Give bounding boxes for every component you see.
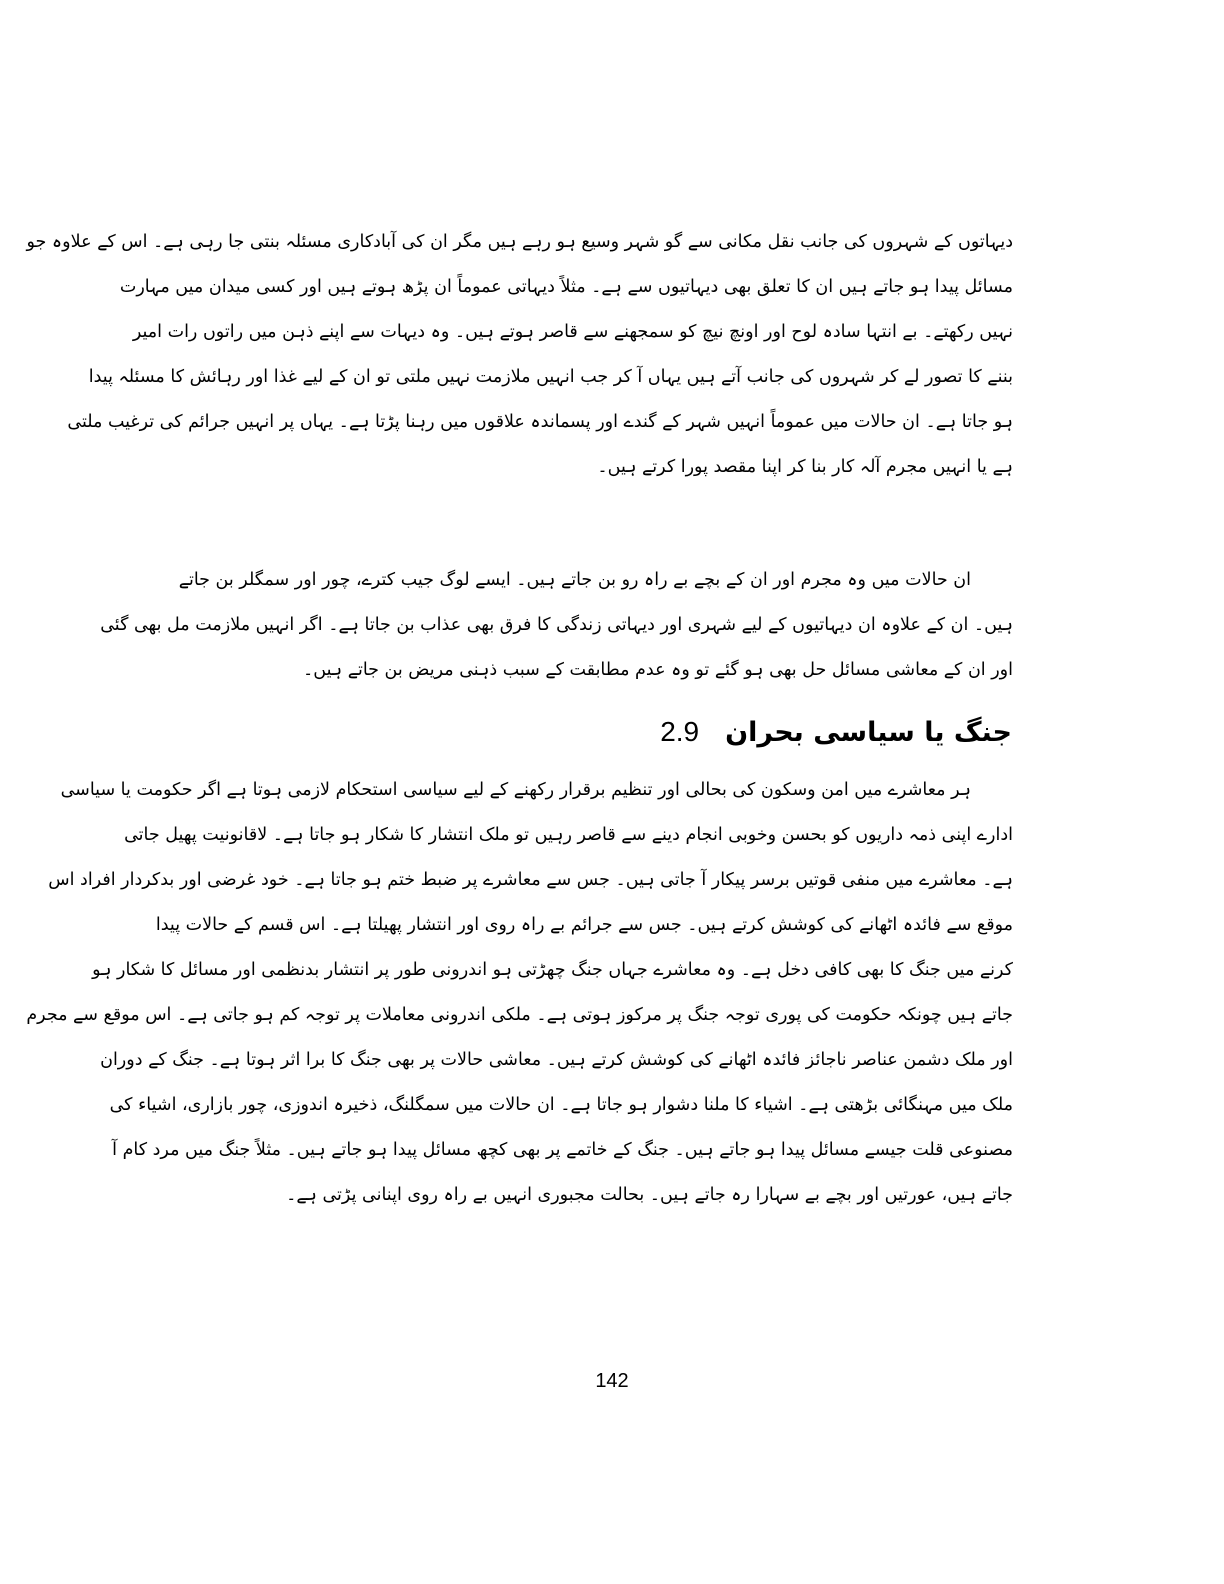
text-line: نہیں رکھتے۔ بے انتہا سادہ لوح اور اونچ نیچ کو سمجھنے سے قاصر ہوتے ہیں۔ وہ دیہات سے اپنے ذہن میں راتوں رات امیر (132, 322, 1013, 342)
text-line: کرنے میں جنگ کا بھی کافی دخل ہے۔ وہ معاشرے جہاں جنگ چھڑتی ہو اندرونی طور پر انتشار بدنظمی اور مسائل کا شکار ہو (92, 960, 1013, 980)
text-line: جاتے ہیں، عورتیں اور بچے بے سہارا رہ جاتے ہیں۔ بحالت مجبوری انہیں بے راہ روی اپنانی پڑتی ہے۔ (286, 1185, 1013, 1205)
text-line: دیہاتوں کے شہروں کی جانب نقل مکانی سے گو شہر وسیع ہو رہے ہیں مگر ان کی آبادکاری مسئلہ بنتی جا رہی ہے۔ اس کے علاوہ جو (26, 232, 1013, 252)
text-line: مصنوعی قلت جیسے مسائل پیدا ہو جاتے ہیں۔ جنگ کے خاتمے پر بھی کچھ مسائل پیدا ہو جاتے ہیں۔ مثلاً جنگ میں مرد کام آ (112, 1140, 1013, 1160)
text-line: ملک میں مہنگائی بڑھتی ہے۔ اشیاء کا ملنا دشوار ہو جاتا ہے۔ ان حالات میں سمگلنگ، ذخیرہ اندوزی، چور بازاری، اشیاء کی (109, 1095, 1013, 1115)
text-line: ہیں۔ ان کے علاوہ ان دیہاتیوں کے لیے شہری اور دیہاتی زندگی کا فرق بھی عذاب بن جاتا ہے۔ اگر انہیں ملازمت مل بھی گئی (100, 615, 1013, 635)
text-line: اور ملک دشمن عناصر ناجائز فائدہ اٹھانے کی کوشش کرتے ہیں۔ معاشی حالات پر بھی جنگ کا برا اثر ہوتا ہے۔ جنگ کے دوران (100, 1050, 1013, 1070)
text-line: ان حالات میں وہ مجرم اور ان کے بچے بے راہ رو بن جاتے ہیں۔ ایسے لوگ جیب کترے، چور اور سمگلر بن جاتے (178, 570, 971, 590)
text-line: ہو جاتا ہے۔ ان حالات میں عموماً انہیں شہر کے گندے اور پسماندہ علاقوں میں رہنا پڑتا ہے۔ یہاں پر انہیں جرائم کی ترغیب ملتی (67, 412, 1013, 432)
text-line: موقع سے فائدہ اٹھانے کی کوشش کرتے ہیں۔ جس سے جرائم بے راہ روی اور انتشار پھیلتا ہے۔ اس قسم کے حالات پیدا (155, 915, 1013, 935)
text-line: جاتے ہیں چونکہ حکومت کی پوری توجہ جنگ پر مرکوز ہوتی ہے۔ ملکی اندرونی معاملات پر توجہ کم ہو جاتی ہے۔ اس موقع سے مجرم (26, 1005, 1013, 1025)
page-number: 142 (595, 1370, 629, 1392)
text-line: ہے۔ معاشرے میں منفی قوتیں برسر پیکار آ جاتی ہیں۔ جس سے معاشرے پر ضبط ختم ہو جاتا ہے۔ خود غرضی اور بدکردار افراد اس (48, 870, 1013, 890)
paragraph-rural-migration (26, 220, 1013, 490)
text-line: ہر معاشرے میں امن وسکون کی بحالی اور تنظیم برقرار رکھنے کے لیے سیاسی استحکام لازمی ہوتا ہے اگر حکومت یا سیاسی (60, 780, 971, 800)
text-line: اور ان کے معاشی مسائل حل بھی ہو گئے تو وہ عدم مطابقت کے سبب ذہنی مریض بن جاتے ہیں۔ (303, 660, 1013, 680)
paragraph-crime-consequences (100, 558, 1013, 693)
section-heading (660, 708, 1012, 756)
text-line: ہے یا انہیں مجرم آلہ کار بنا کر اپنا مقصد پورا کرتے ہیں۔ (597, 457, 1013, 477)
text-line: ادارے اپنی ذمہ داریوں کو بحسن وخوبی انجام دینے سے قاصر رہیں تو ملک انتشار کا شکار ہو جاتا ہے۔ لاقانونیت پھیل جاتی (124, 825, 1013, 845)
text-line: بننے کا تصور لے کر شہروں کی جانب آتے ہیں یہاں آ کر جب انہیں ملازمت نہیں ملتی تو ان کے لیے غذا اور رہائش کا مسئلہ پیدا (88, 367, 1013, 387)
section-title: جنگ یا سیاسی بحران (725, 716, 1012, 748)
text-line: مسائل پیدا ہو جاتے ہیں ان کا تعلق بھی دیہاتیوں سے ہے۔ مثلاً دیہاتی عموماً ان پڑھ ہوتے ہیں اور کسی میدان میں مہارت (119, 277, 1013, 297)
section-number: 2.9 (660, 716, 700, 747)
paragraph-war-political-crisis (26, 768, 1013, 1218)
